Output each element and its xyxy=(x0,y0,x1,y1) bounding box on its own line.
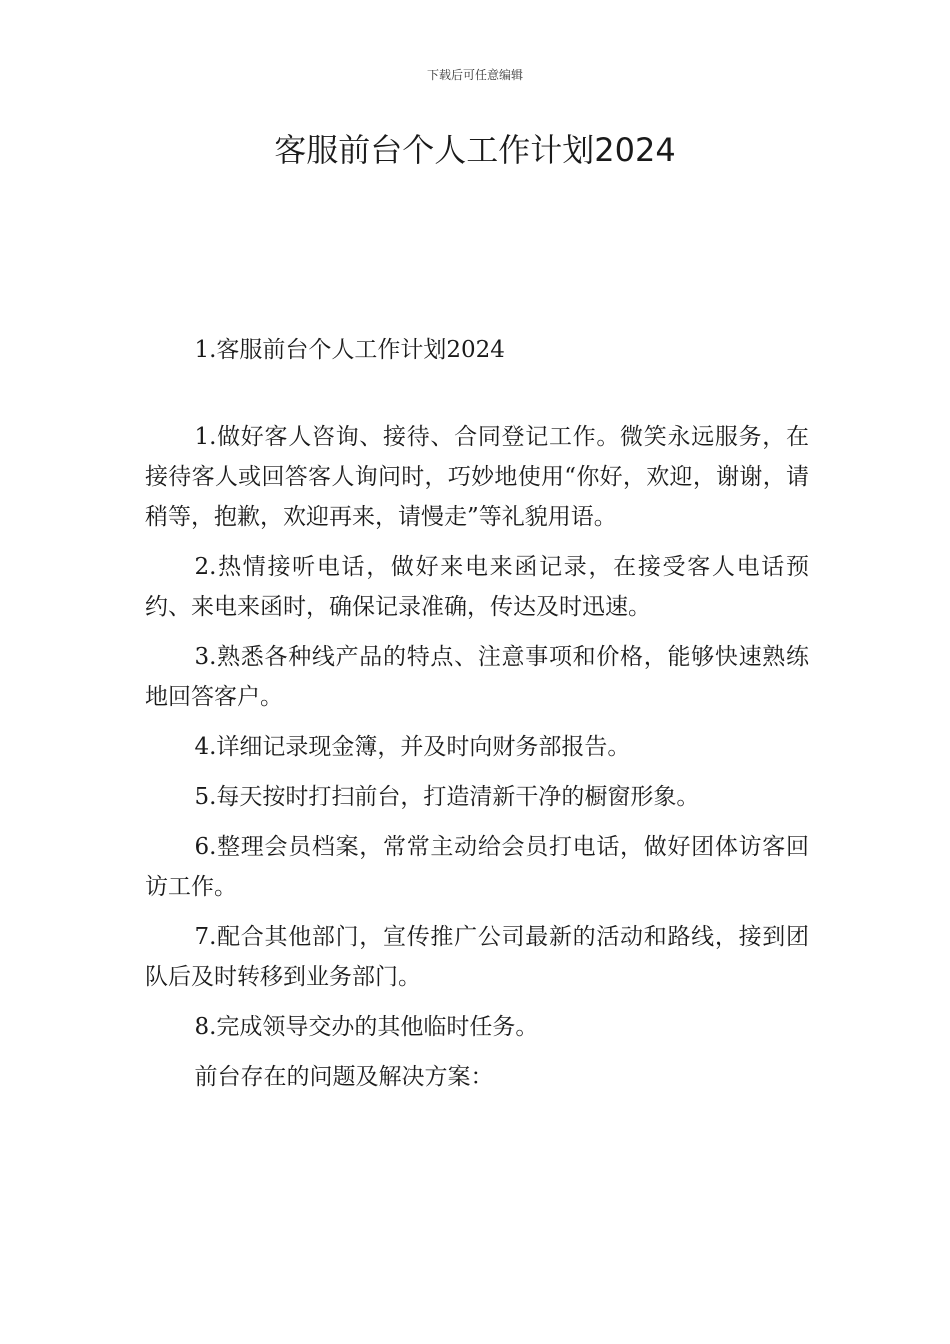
list-item: 7.配合其他部门，宣传推广公司最新的活动和路线，接到团队后及时转移到业务部门。 xyxy=(145,924,809,990)
list-item: 8.完成领导交办的其他临时任务。 xyxy=(194,1014,539,1040)
section-heading: 1.客服前台个人工作计划2024 xyxy=(194,337,505,363)
list-item: 2.热情接听电话，做好来电来函记录，在接受客人电话预约、来电来函时，确保记录准确，传达及时迅速。 xyxy=(145,554,809,620)
closing-heading: 前台存在的问题及解决方案： xyxy=(194,1064,494,1090)
list-item: 5.每天按时打扫前台，打造清新干净的橱窗形象。 xyxy=(194,784,700,810)
document-title: 客服前台个人工作计划2024 xyxy=(274,131,676,169)
list-item: 3.熟悉各种线产品的特点、注意事项和价格，能够快速熟练地回答客户。 xyxy=(145,644,809,710)
header-note: 下载后可任意编辑 xyxy=(426,68,523,82)
list-item: 6.整理会员档案，常常主动给会员打电话，做好团体访客回访工作。 xyxy=(145,834,809,900)
list-item: 4.详细记录现金簿，并及时向财务部报告。 xyxy=(194,734,631,760)
list-item: 1.做好客人咨询、接待、合同登记工作。微笑永远服务，在接待客人或回答客人询问时，巧妙地使用“你好，欢迎，谢谢，请稍等，抱歉，欢迎再来，请慢走”等礼貌用语。 xyxy=(145,424,809,530)
document-body xyxy=(145,330,809,1107)
